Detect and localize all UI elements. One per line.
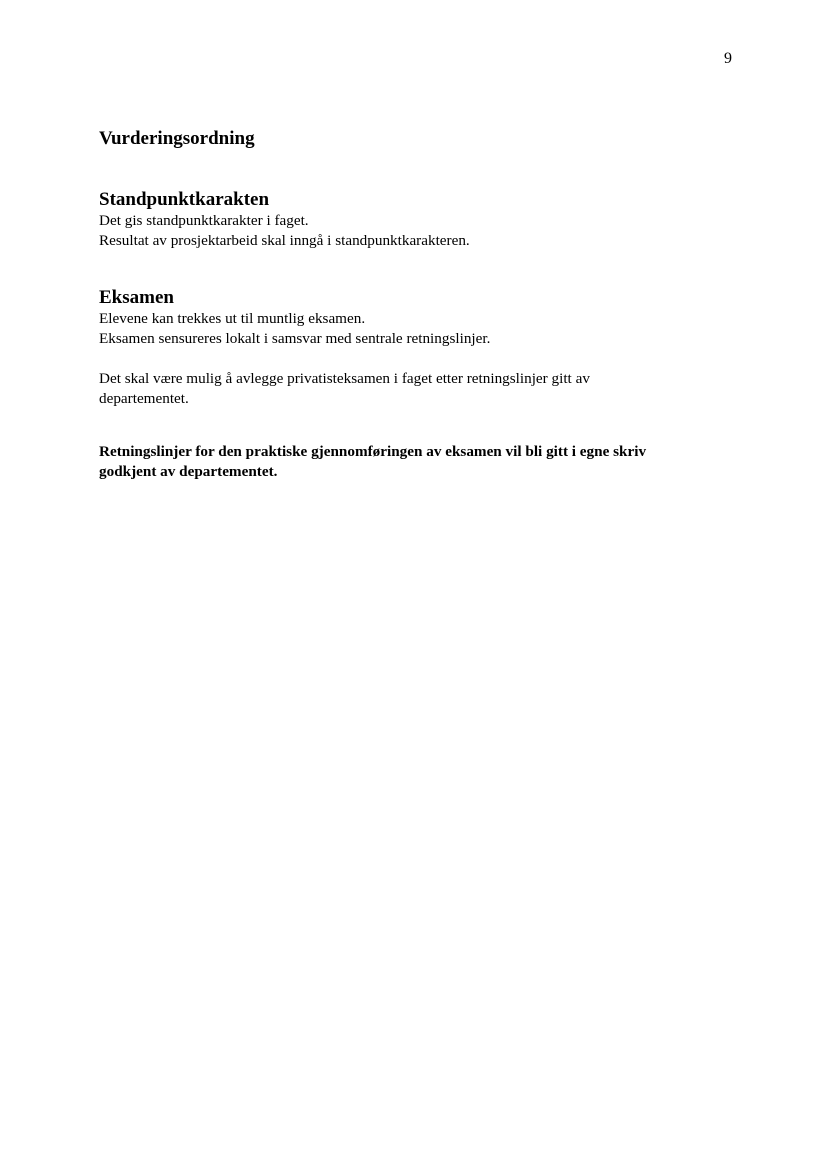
section-text-line: Det gis standpunktkarakter i faget. <box>99 212 309 229</box>
document-title: Vurderingsordning <box>99 128 255 149</box>
section-eksamen <box>99 287 739 409</box>
section-text-line: Elevene kan trekkes ut til muntlig eksamen. <box>99 310 366 327</box>
guidelines-note-line: godkjent av departementet. <box>99 463 278 480</box>
guidelines-note <box>99 442 739 482</box>
section-standpunktkarakten <box>99 189 739 251</box>
section-text-line: Eksamen sensureres lokalt i samsvar med sentrale retningslinjer. <box>99 330 491 347</box>
section-text-line: Resultat av prosjektarbeid skal inngå i standpunktkarakteren. <box>99 232 470 249</box>
paragraph-spacer <box>99 349 739 369</box>
guidelines-note-line: Retningslinjer for den praktiske gjennomføringen av eksamen vil bli gitt i egne skriv <box>99 443 647 460</box>
page-number: 9 <box>724 50 732 67</box>
privatist-paragraph-line: Det skal være mulig å avlegge privatisteksamen i faget etter retningslinjer gitt av <box>99 370 590 387</box>
privatist-paragraph-line: departementet. <box>99 390 189 407</box>
section-heading: Eksamen <box>99 287 174 308</box>
section-heading: Standpunktkarakten <box>99 189 270 210</box>
